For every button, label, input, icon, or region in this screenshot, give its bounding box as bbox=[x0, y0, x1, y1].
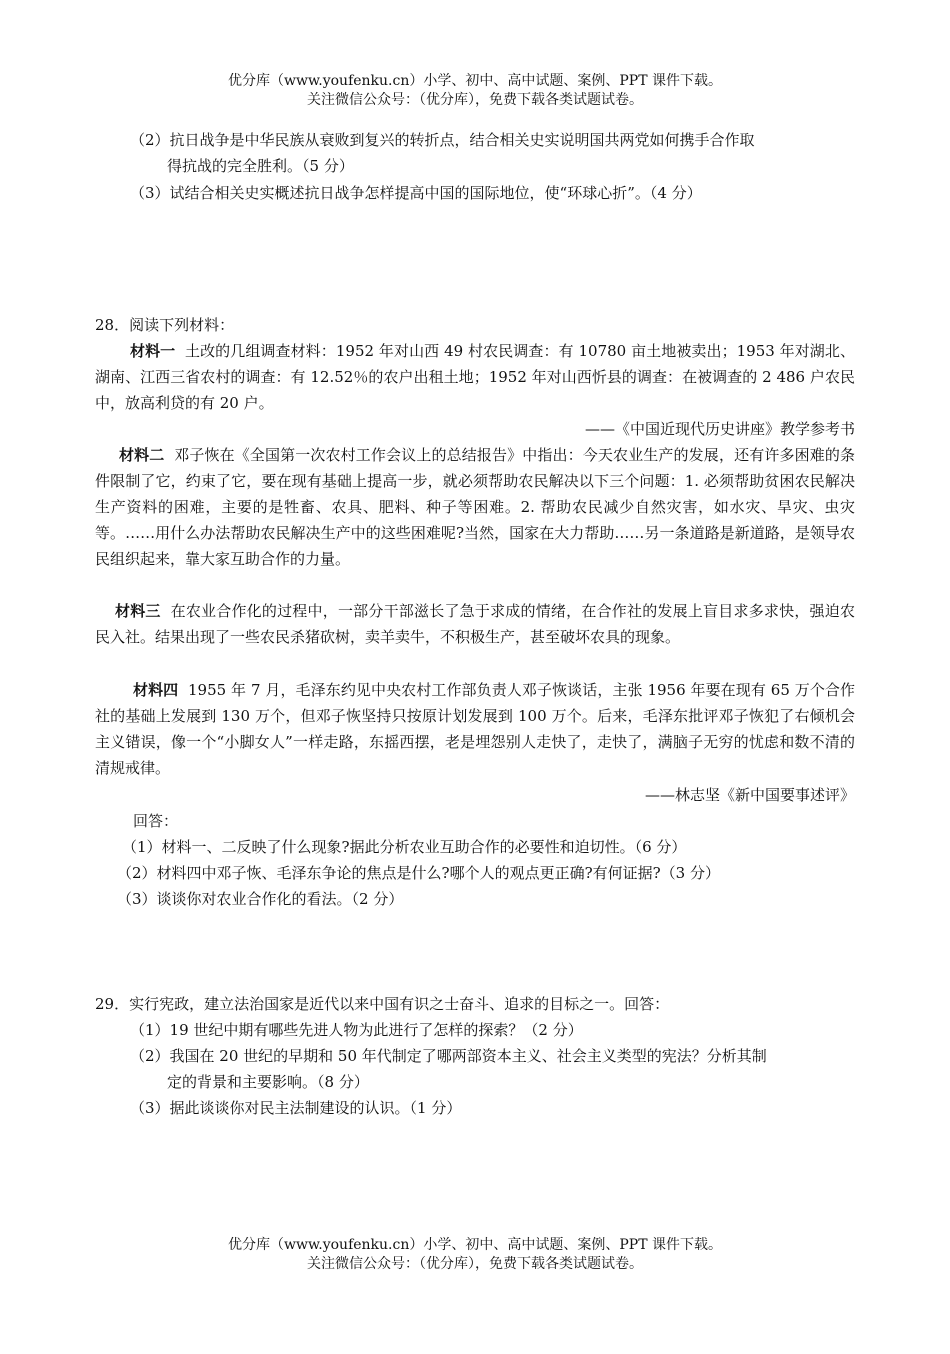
q28-sub1: （1）材料一、二反映了什么现象?据此分析农业互助合作的必要性和迫切性。（6 分） bbox=[122, 838, 687, 856]
material-3-text: 在农业合作化的过程中，一部分干部滋长了急于求成的情绪，在合作社的发展上盲目求多求快，强迫农民入社。结果出现了一些农民杀猪砍树，卖羊卖牛，不积极生产，甚至破坏农具的现象。 bbox=[95, 602, 855, 646]
q28-material-4 bbox=[95, 677, 855, 781]
material-4-source: ——林志坚《新中国要事述评》 bbox=[644, 786, 855, 804]
page-footer bbox=[0, 1236, 950, 1274]
q28-material-1 bbox=[95, 338, 855, 416]
q27-sub2-line2: 得抗战的完全胜利。（5 分） bbox=[167, 157, 354, 175]
material-1-source: ——《中国近现代历史讲座》教学参考书 bbox=[584, 420, 855, 438]
q28-sub3: （3）谈谈你对农业合作化的看法。（2 分） bbox=[117, 890, 404, 908]
page-header bbox=[0, 72, 950, 110]
q29-sub1: （1）19 世纪中期有哪些先进人物为此进行了怎样的探索？（2 分） bbox=[130, 1021, 583, 1039]
footer-line-2: 关注微信公众号：（优分库），免费下载各类试题试卷。 bbox=[307, 1256, 643, 1272]
footer-line-1: 优分库（www.youfenku.cn）小学、初中、高中试题、案例、PPT 课件下载。 bbox=[227, 1237, 722, 1253]
q28-answer-label: 回答： bbox=[133, 812, 179, 830]
header-line-1: 优分库（www.youfenku.cn）小学、初中、高中试题、案例、PPT 课件下载。 bbox=[227, 73, 722, 89]
material-4-text: 1955 年 7 月，毛泽东约见中央农村工作部负责人邓子恢谈话，主张 1956 年要在现有 65 万个合作社的基础上发展到 130 万个，但邓子恢坚持只按原计划发展到 100 万个。后来，毛泽东批评邓子恢犯了右倾机会主义错误，像一个“小脚女人”一样走路，东摇西摆，老是埋怨别人走快了，走快了，满脑子无穷的忧虑和数不清的清规戒律。 bbox=[95, 681, 855, 777]
q29-sub2-line1: （2）我国在 20 世纪的早期和 50 年代制定了哪两部资本主义、社会主义类型的宪法？分析其制 bbox=[130, 1047, 767, 1065]
header-line-2: 关注微信公众号：（优分库），免费下载各类试题试卷。 bbox=[307, 92, 643, 108]
q28-sub2: （2）材料四中邓子恢、毛泽东争论的焦点是什么?哪个人的观点更正确?有何证据?（3 分） bbox=[117, 864, 720, 882]
q29-sub2-line2: 定的背景和主要影响。（8 分） bbox=[167, 1073, 369, 1091]
material-2-text: 邓子恢在《全国第一次农村工作会议上的总结报告》中指出：今天农业生产的发展，还有许多困难的条件限制了它，约束了它，要在现有基础上提高一步，就必须帮助农民解决以下三个问题：1. 必须帮助贫困农民解决生产资料的困难，主要的是牲畜、农具、肥料、种子等困难。2. 帮助农民减少自然灾害，如水灾、旱灾、虫灾等。……用什么办法帮助农民解决生产中的这些困难呢?当然，国家在大力帮助……另一条道路是新道路，是领导农民组织起来，靠大家互助合作的力量。 bbox=[95, 446, 855, 568]
q28-title: 28．阅读下列材料： bbox=[95, 316, 235, 334]
material-3-label: 材料三 bbox=[115, 602, 161, 620]
q28-material-2 bbox=[95, 442, 855, 572]
q27-sub2-line1: （2）抗日战争是中华民族从衰败到复兴的转折点，结合相关史实说明国共两党如何携手合作取 bbox=[130, 131, 755, 149]
q29-title: 29．实行宪政，建立法治国家是近代以来中国有识之士奋斗、追求的目标之一。回答： bbox=[95, 995, 670, 1013]
material-4-label: 材料四 bbox=[133, 681, 179, 699]
q27-sub3: （3）试结合相关史实概述抗日战争怎样提高中国的国际地位，使“环球心折”。（4 分） bbox=[130, 184, 702, 202]
material-1-label: 材料一 bbox=[130, 342, 176, 360]
q28-material-3 bbox=[95, 598, 855, 650]
material-1-text: 土改的几组调查材料：1952 年对山西 49 村农民调查：有 10780 亩土地被卖出；1953 年对湖北、湖南、江西三省农村的调查：有 12.52％的农户出租土地；1952 年对山西忻县的调查：在被调查的 2 486 户农民中，放高利贷的有 20 户。 bbox=[95, 342, 855, 412]
material-2-label: 材料二 bbox=[119, 446, 165, 464]
q29-sub3: （3）据此谈谈你对民主法制建设的认识。（1 分） bbox=[130, 1099, 462, 1117]
